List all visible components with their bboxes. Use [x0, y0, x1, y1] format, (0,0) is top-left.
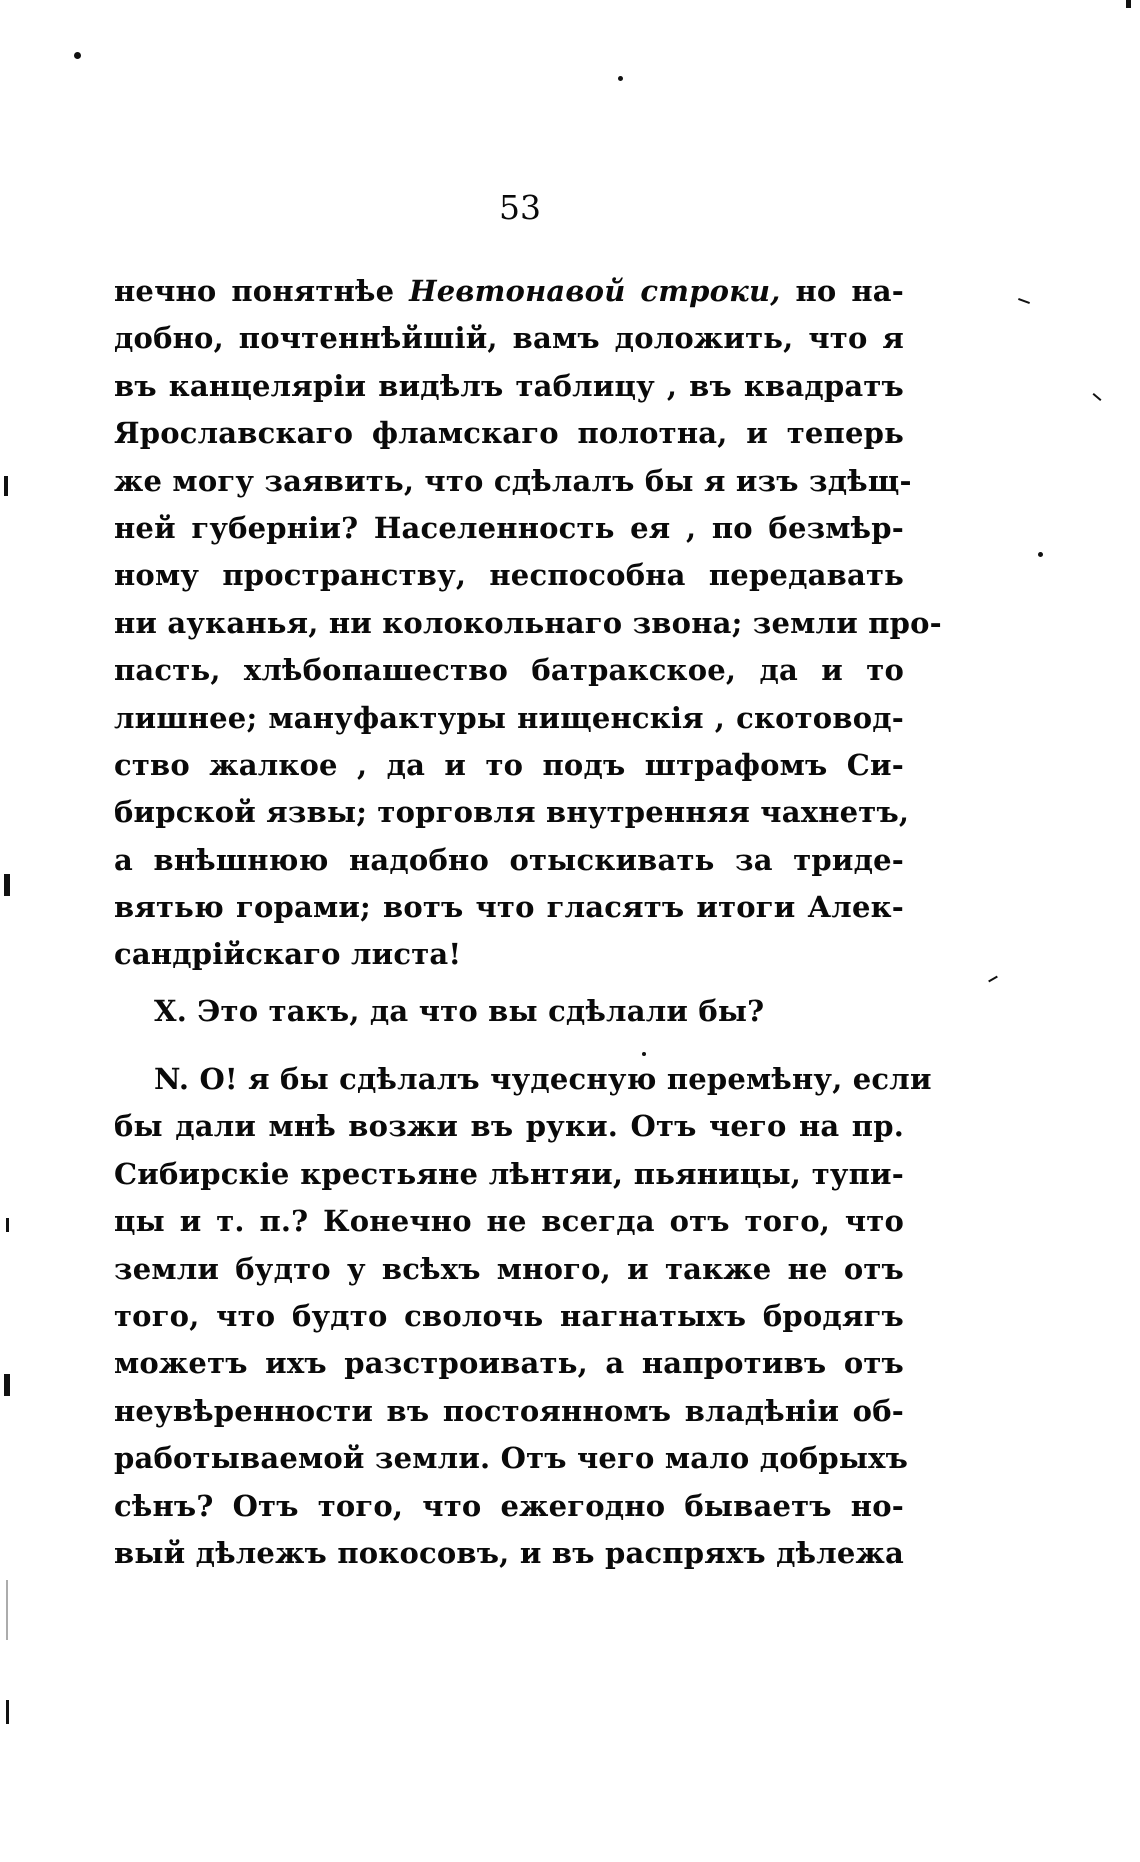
text-line: Х. Это такъ, да что вы сдѣлали бы? — [154, 994, 765, 1028]
scan-speck — [74, 52, 81, 59]
text-line: ней губерніи? Населенность ея , по безмѣр- — [114, 510, 904, 545]
scan-speck — [618, 76, 623, 81]
text-line: въ канцеляріи видѣлъ таблицу , въ квадратъ — [114, 368, 904, 403]
scan-edge-mark — [6, 1580, 8, 1640]
scan-edge-mark — [1018, 298, 1030, 304]
text-line: можетъ ихъ разстроивать, а напротивъ отъ — [114, 1346, 904, 1381]
text-line: Сибирскіе крестьяне лѣнтяи, пьяницы, тупи- — [114, 1156, 904, 1191]
text-line: а внѣшнюю надобно отыскивать за триде- — [114, 842, 904, 877]
text-line: сандрійскаго листа! — [114, 937, 462, 972]
scan-edge-mark — [6, 1218, 9, 1232]
text-line: вый дѣлежъ покосовъ, и въ распряхъ дѣлежа — [114, 1535, 904, 1570]
text-line: ному пространству, неспособна передавать — [114, 558, 904, 593]
scan-edge-mark — [1126, 0, 1131, 8]
text-segment: но на- — [780, 274, 905, 308]
scan-edge-mark — [6, 1700, 9, 1724]
text-line: лишнее; мануфактуры нищенскія , скотовод- — [114, 700, 904, 735]
paragraph-1 — [114, 268, 942, 979]
text-line: Ярославскаго фламскаго полотна, и теперь — [114, 416, 904, 451]
scan-edge-mark — [1093, 393, 1102, 401]
paragraph-3 — [114, 1056, 932, 1577]
scan-edge-mark — [4, 476, 8, 496]
text-line: неувѣренности въ постоянномъ владѣніи об- — [114, 1393, 904, 1428]
text-line: сѣнъ? Отъ того, что ежегодно бываетъ но- — [114, 1488, 904, 1523]
text-line: работываемой земли. Отъ чего мало добрыхъ — [114, 1441, 909, 1476]
text-line: цы и т. п.? Конечно не всегда отъ того, что — [114, 1204, 904, 1239]
text-line: N. О! я бы сдѣлалъ чудесную перемѣну, если — [154, 1062, 932, 1096]
scan-edge-mark — [988, 976, 998, 983]
text-line: бы дали мнѣ возжи въ руки. Отъ чего на пр. — [114, 1109, 904, 1144]
italic-phrase: Невтонавой строки, — [409, 274, 781, 308]
paragraph-2 — [114, 988, 904, 1035]
text-line: же могу заявить, что сдѣлалъ бы я изъ здѣщ- — [114, 463, 912, 498]
text-line: того, что будто сволочь нагнатыхъ бродягъ — [114, 1298, 904, 1333]
text-line: земли будто у всѣхъ много, и также не отъ — [114, 1251, 904, 1286]
text-line: ство жалкое , да и то подъ штрафомъ Си- — [114, 747, 904, 782]
scan-speck — [642, 1052, 646, 1056]
text-line: добно, почтеннѣйшій, вамъ доложить, что я — [114, 321, 904, 356]
page-number: 53 — [499, 188, 541, 227]
text-line: вятью горами; вотъ что гласятъ итоги Алек- — [114, 890, 904, 925]
text-line: пасть, хлѣбопашество батракское, да и то — [114, 653, 904, 688]
scan-edge-mark — [4, 1374, 10, 1396]
text-line: бирской язвы; торговля внутренняя чахнетъ, — [114, 795, 910, 830]
text-line — [114, 268, 904, 315]
text-line: ни ауканья, ни колокольнаго звона; земли про- — [114, 605, 942, 640]
text-segment: нечно понятнѣе — [114, 274, 410, 308]
scan-speck — [1038, 552, 1043, 557]
scan-edge-mark — [4, 874, 10, 896]
